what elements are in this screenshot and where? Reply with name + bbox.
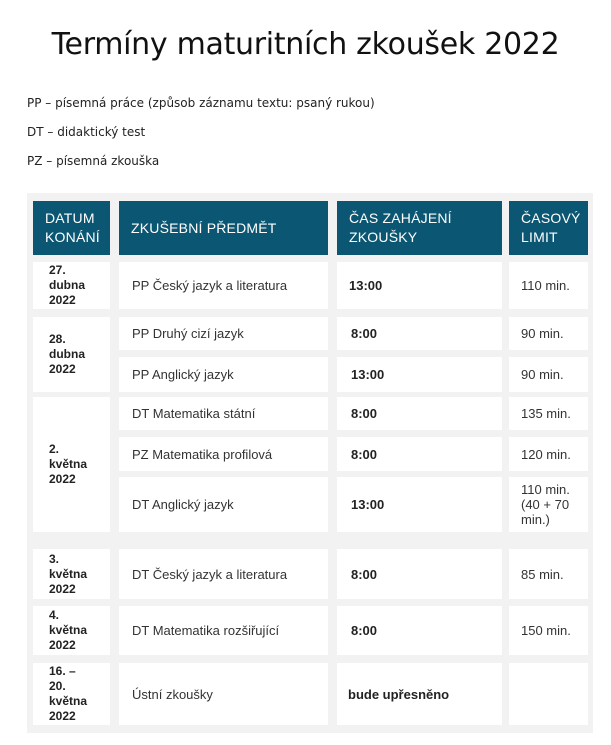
subject-cell: PZ Matematika profilová bbox=[119, 437, 328, 471]
page-title: Termíny maturitních zkoušek 2022 bbox=[51, 27, 560, 62]
time-limit-cell: 85 min. bbox=[509, 549, 588, 599]
subject-cell: DT Anglický jazyk bbox=[119, 477, 328, 532]
time-limit-cell: 110 min. (40 + 70 min.) bbox=[509, 477, 588, 532]
time-limit-cell bbox=[509, 663, 588, 725]
time-limit-cell: 90 min. bbox=[509, 317, 588, 350]
start-time-cell: 13:00 bbox=[337, 262, 502, 309]
start-time-cell: 8:00 bbox=[337, 397, 502, 430]
time-limit-cell: 135 min. bbox=[509, 397, 588, 430]
start-time-cell: 8:00 bbox=[337, 317, 502, 350]
time-limit-cell: 120 min. bbox=[509, 437, 588, 471]
start-time-cell: 13:00 bbox=[337, 477, 502, 532]
legend-pz: PZ – písemná zkouška bbox=[27, 154, 160, 168]
header-date: DATUM KONÁNÍ bbox=[33, 201, 110, 255]
subject-cell: DT Matematika státní bbox=[119, 397, 328, 430]
time-limit-cell: 90 min. bbox=[509, 357, 588, 392]
subject-cell: Ústní zkoušky bbox=[119, 663, 328, 725]
header-subject: ZKUŠEBNÍ PŘEDMĚT bbox=[119, 201, 328, 255]
subject-cell: PP Český jazyk a literatura bbox=[119, 262, 328, 309]
start-time-cell: 8:00 bbox=[337, 437, 502, 471]
exam-schedule-table bbox=[27, 193, 593, 733]
date-cell: 27. dubna 2022 bbox=[33, 262, 110, 309]
header-start-time: ČAS ZAHÁJENÍ ZKOUŠKY bbox=[337, 201, 502, 255]
header-time-limit: ČASOVÝ LIMIT bbox=[509, 201, 588, 255]
date-cell: 2. května 2022 bbox=[33, 397, 110, 532]
start-time-cell: 8:00 bbox=[337, 549, 502, 599]
subject-cell: DT Český jazyk a literatura bbox=[119, 549, 328, 599]
legend-pp: PP – písemná práce (způsob záznamu textu: psaný rukou) bbox=[27, 96, 375, 110]
subject-cell: DT Matematika rozšiřující bbox=[119, 606, 328, 655]
start-time-cell: 13:00 bbox=[337, 357, 502, 392]
subject-cell: PP Druhý cizí jazyk bbox=[119, 317, 328, 350]
legend-dt: DT – didaktický test bbox=[27, 125, 146, 139]
subject-cell: PP Anglický jazyk bbox=[119, 357, 328, 392]
date-cell: 3. května 2022 bbox=[33, 549, 110, 599]
time-limit-cell: 150 min. bbox=[509, 606, 588, 655]
start-time-cell: bude upřesněno bbox=[337, 663, 502, 725]
start-time-cell: 8:00 bbox=[337, 606, 502, 655]
date-cell: 4. května 2022 bbox=[33, 606, 110, 655]
date-cell: 28. dubna 2022 bbox=[33, 317, 110, 392]
time-limit-cell: 110 min. bbox=[509, 262, 588, 309]
date-cell: 16. – 20. května 2022 bbox=[33, 663, 110, 725]
